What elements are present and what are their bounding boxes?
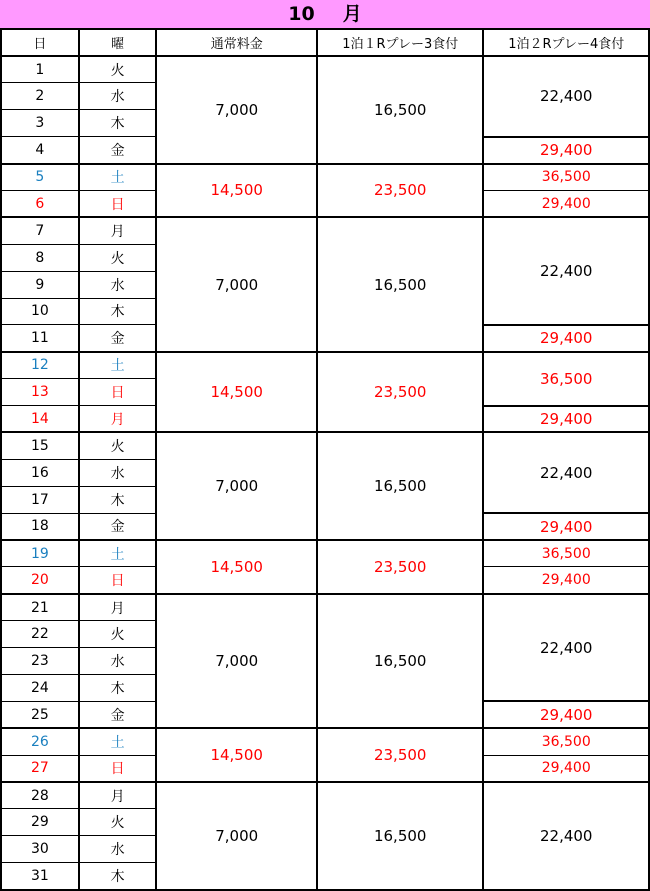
- table-row: [1, 540, 649, 567]
- plan2-price-cell: 29,400: [483, 755, 649, 782]
- plan2-price-cell: 29,400: [483, 190, 649, 217]
- day-cell: 31: [1, 863, 79, 890]
- table-row: [1, 594, 649, 621]
- table-row: [1, 56, 649, 83]
- day-cell: 11: [1, 325, 79, 352]
- plan2-price-cell: 22,400: [483, 432, 649, 513]
- weekday-cell: 日: [79, 755, 157, 782]
- header-plan2: 1泊２Rプレー4食付: [483, 29, 649, 56]
- day-cell: 28: [1, 782, 79, 809]
- weekday-cell: 金: [79, 137, 157, 164]
- plan2-price-cell: 22,400: [483, 217, 649, 325]
- month-number: 10: [288, 3, 315, 25]
- weekday-cell: 土: [79, 540, 157, 567]
- day-cell: 9: [1, 271, 79, 298]
- weekday-cell: 月: [79, 782, 157, 809]
- weekday-cell: 木: [79, 674, 157, 701]
- weekday-cell: 水: [79, 836, 157, 863]
- header-plan1: 1泊１Rプレー3食付: [317, 29, 484, 56]
- plan2-price-cell: 29,400: [483, 137, 649, 164]
- weekday-cell: 土: [79, 728, 157, 755]
- plan1-price-cell: 16,500: [317, 782, 484, 890]
- day-cell: 25: [1, 701, 79, 728]
- day-cell: 19: [1, 540, 79, 567]
- table-row: [1, 352, 649, 379]
- day-cell: 23: [1, 648, 79, 675]
- weekday-cell: 火: [79, 432, 157, 459]
- header-day: 日: [1, 29, 79, 56]
- plan2-price-cell: 29,400: [483, 701, 649, 728]
- day-cell: 22: [1, 621, 79, 648]
- day-cell: 16: [1, 459, 79, 486]
- day-cell: 10: [1, 298, 79, 325]
- regular-price-cell: 7,000: [156, 594, 317, 728]
- regular-price-cell: 14,500: [156, 164, 317, 218]
- header-row: [1, 29, 649, 56]
- day-cell: 8: [1, 244, 79, 271]
- weekday-cell: 月: [79, 594, 157, 621]
- plan1-price-cell: 23,500: [317, 164, 484, 218]
- table-row: [1, 432, 649, 459]
- weekday-cell: 金: [79, 325, 157, 352]
- weekday-cell: 木: [79, 110, 157, 137]
- day-cell: 2: [1, 83, 79, 110]
- plan2-price-cell: 36,500: [483, 164, 649, 191]
- day-cell: 12: [1, 352, 79, 379]
- day-cell: 1: [1, 56, 79, 83]
- weekday-cell: 日: [79, 190, 157, 217]
- day-cell: 13: [1, 379, 79, 406]
- weekday-cell: 金: [79, 513, 157, 540]
- day-cell: 4: [1, 137, 79, 164]
- weekday-cell: 火: [79, 56, 157, 83]
- regular-price-cell: 14,500: [156, 540, 317, 594]
- plan2-price-cell: 36,500: [483, 352, 649, 406]
- weekday-cell: 火: [79, 244, 157, 271]
- plan1-price-cell: 16,500: [317, 432, 484, 540]
- weekday-cell: 月: [79, 217, 157, 244]
- day-cell: 20: [1, 567, 79, 594]
- plan1-price-cell: 23,500: [317, 352, 484, 433]
- day-cell: 18: [1, 513, 79, 540]
- plan2-price-cell: 29,400: [483, 567, 649, 594]
- weekday-cell: 火: [79, 621, 157, 648]
- day-cell: 7: [1, 217, 79, 244]
- plan2-price-cell: 22,400: [483, 782, 649, 890]
- regular-price-cell: 14,500: [156, 728, 317, 782]
- plan2-price-cell: 36,500: [483, 728, 649, 755]
- weekday-cell: 水: [79, 83, 157, 110]
- day-cell: 14: [1, 406, 79, 433]
- day-cell: 21: [1, 594, 79, 621]
- table-row: [1, 164, 649, 191]
- weekday-cell: 土: [79, 164, 157, 191]
- plan2-price-cell: 22,400: [483, 56, 649, 137]
- weekday-cell: 水: [79, 459, 157, 486]
- table-row: [1, 782, 649, 809]
- regular-price-cell: 14,500: [156, 352, 317, 433]
- plan1-price-cell: 23,500: [317, 728, 484, 782]
- plan2-price-cell: 29,400: [483, 325, 649, 352]
- day-cell: 17: [1, 486, 79, 513]
- weekday-cell: 水: [79, 648, 157, 675]
- day-cell: 26: [1, 728, 79, 755]
- weekday-cell: 金: [79, 701, 157, 728]
- plan1-price-cell: 16,500: [317, 594, 484, 728]
- weekday-cell: 火: [79, 809, 157, 836]
- plan1-price-cell: 16,500: [317, 217, 484, 351]
- plan2-price-cell: 29,400: [483, 513, 649, 540]
- regular-price-cell: 7,000: [156, 217, 317, 351]
- table-row: [1, 217, 649, 244]
- day-cell: 27: [1, 755, 79, 782]
- weekday-cell: 水: [79, 271, 157, 298]
- weekday-cell: 日: [79, 379, 157, 406]
- day-cell: 6: [1, 190, 79, 217]
- regular-price-cell: 7,000: [156, 432, 317, 540]
- plan2-price-cell: 22,400: [483, 594, 649, 702]
- plan2-price-cell: 29,400: [483, 406, 649, 433]
- plan1-price-cell: 16,500: [317, 56, 484, 164]
- regular-price-cell: 7,000: [156, 782, 317, 890]
- table-row: [1, 728, 649, 755]
- month-title: [0, 0, 650, 28]
- day-cell: 5: [1, 164, 79, 191]
- day-cell: 15: [1, 432, 79, 459]
- weekday-cell: 土: [79, 352, 157, 379]
- day-cell: 24: [1, 674, 79, 701]
- plan2-price-cell: 36,500: [483, 540, 649, 567]
- weekday-cell: 日: [79, 567, 157, 594]
- weekday-cell: 木: [79, 863, 157, 890]
- price-table: [0, 28, 650, 891]
- header-regular-price: 通常料金: [156, 29, 317, 56]
- weekday-cell: 月: [79, 406, 157, 433]
- regular-price-cell: 7,000: [156, 56, 317, 164]
- header-weekday: 曜: [79, 29, 157, 56]
- day-cell: 29: [1, 809, 79, 836]
- month-kanji: 月: [342, 3, 362, 25]
- day-cell: 30: [1, 836, 79, 863]
- weekday-cell: 木: [79, 298, 157, 325]
- day-cell: 3: [1, 110, 79, 137]
- weekday-cell: 木: [79, 486, 157, 513]
- plan1-price-cell: 23,500: [317, 540, 484, 594]
